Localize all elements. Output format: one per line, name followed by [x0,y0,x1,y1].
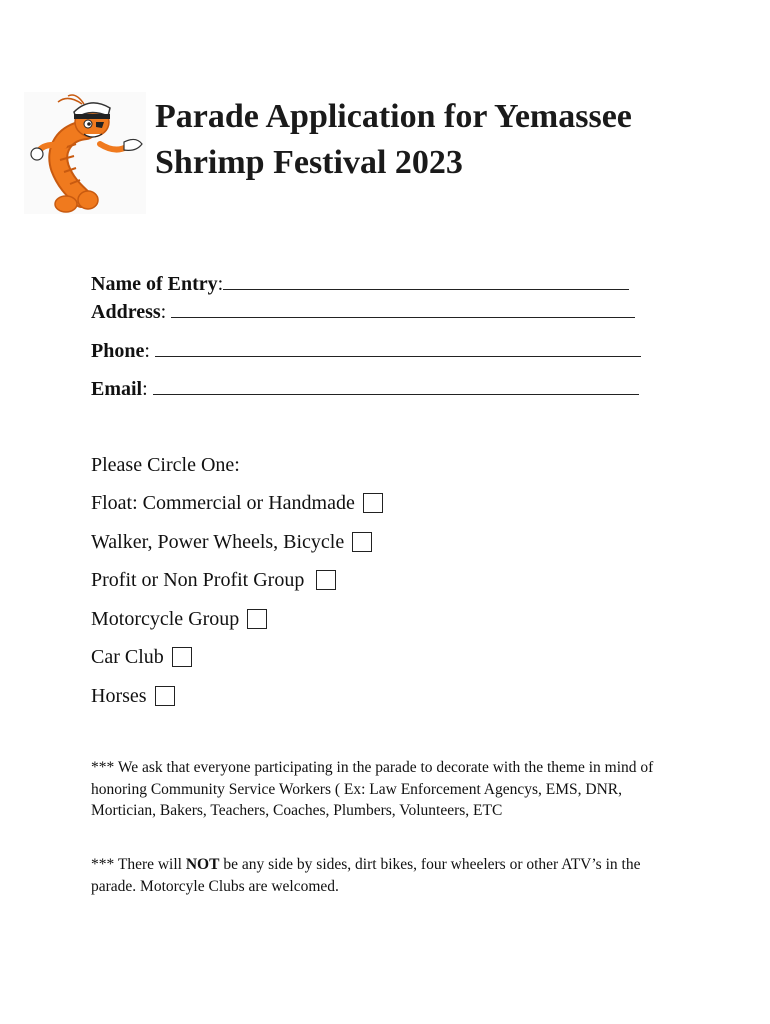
name-of-entry-label: Name of Entry [91,273,218,295]
email-line[interactable] [153,376,639,395]
option-walker-checkbox[interactable] [352,532,372,552]
phone-label: Phone [91,340,145,362]
address-label: Address [91,301,161,323]
option-motorcycle-group [91,607,267,631]
option-profit-group-checkbox[interactable] [316,570,336,590]
name-of-entry-line[interactable] [223,271,629,290]
option-profit-group [91,568,336,592]
circle-one-prompt: Please Circle One: [91,454,240,476]
option-car-club [91,645,192,669]
option-profit-group-label: Profit or Non Profit Group [91,569,305,591]
option-car-club-label: Car Club [91,646,164,668]
option-motorcycle-group-checkbox[interactable] [247,609,267,629]
restriction-note-emphasis: NOT [185,856,220,873]
option-motorcycle-group-label: Motorcycle Group [91,608,240,630]
option-walker [91,530,372,554]
shrimp-mascot-icon [24,92,146,214]
option-horses-checkbox[interactable] [155,686,175,706]
restriction-note [91,854,671,897]
page-title [155,94,632,186]
phone-field [91,338,641,363]
name-of-entry-field [91,271,629,296]
option-float-label: Float: Commercial or Handmade [91,492,355,514]
title-line-2: Shrimp Festival 2023 [155,144,463,181]
theme-note: *** We ask that everyone participating in the parade to decorate with the theme in mind of honoring Community Service Workers ( Ex: Law Enforcement Agencys, EMS, DNR, Mortician, Bakers, Teachers, Coaches, Plumbers, Volunteers, ETC [91,759,654,819]
restriction-note-start: *** There will [91,856,186,873]
email-field [91,376,639,401]
restriction-note-end: be any side by sides, dirt bikes, four wheelers or other ATV’s in the parade. Motorcyle Clubs are welcomed. [91,856,641,895]
name-of-entry-colon: : [217,273,224,295]
address-field [91,299,635,324]
email-colon: : [142,378,153,400]
email-label: Email [91,378,143,400]
option-horses [91,684,175,708]
phone-line[interactable] [155,338,641,357]
option-walker-label: Walker, Power Wheels, Bicycle [91,531,345,553]
option-float-checkbox[interactable] [363,493,383,513]
title-line-1: Parade Application for Yemassee [155,98,632,135]
option-horses-label: Horses [91,685,147,707]
phone-colon: : [144,340,155,362]
option-car-club-checkbox[interactable] [172,647,192,667]
address-colon: : [160,301,172,323]
address-line[interactable] [171,299,635,318]
option-float [91,491,383,515]
